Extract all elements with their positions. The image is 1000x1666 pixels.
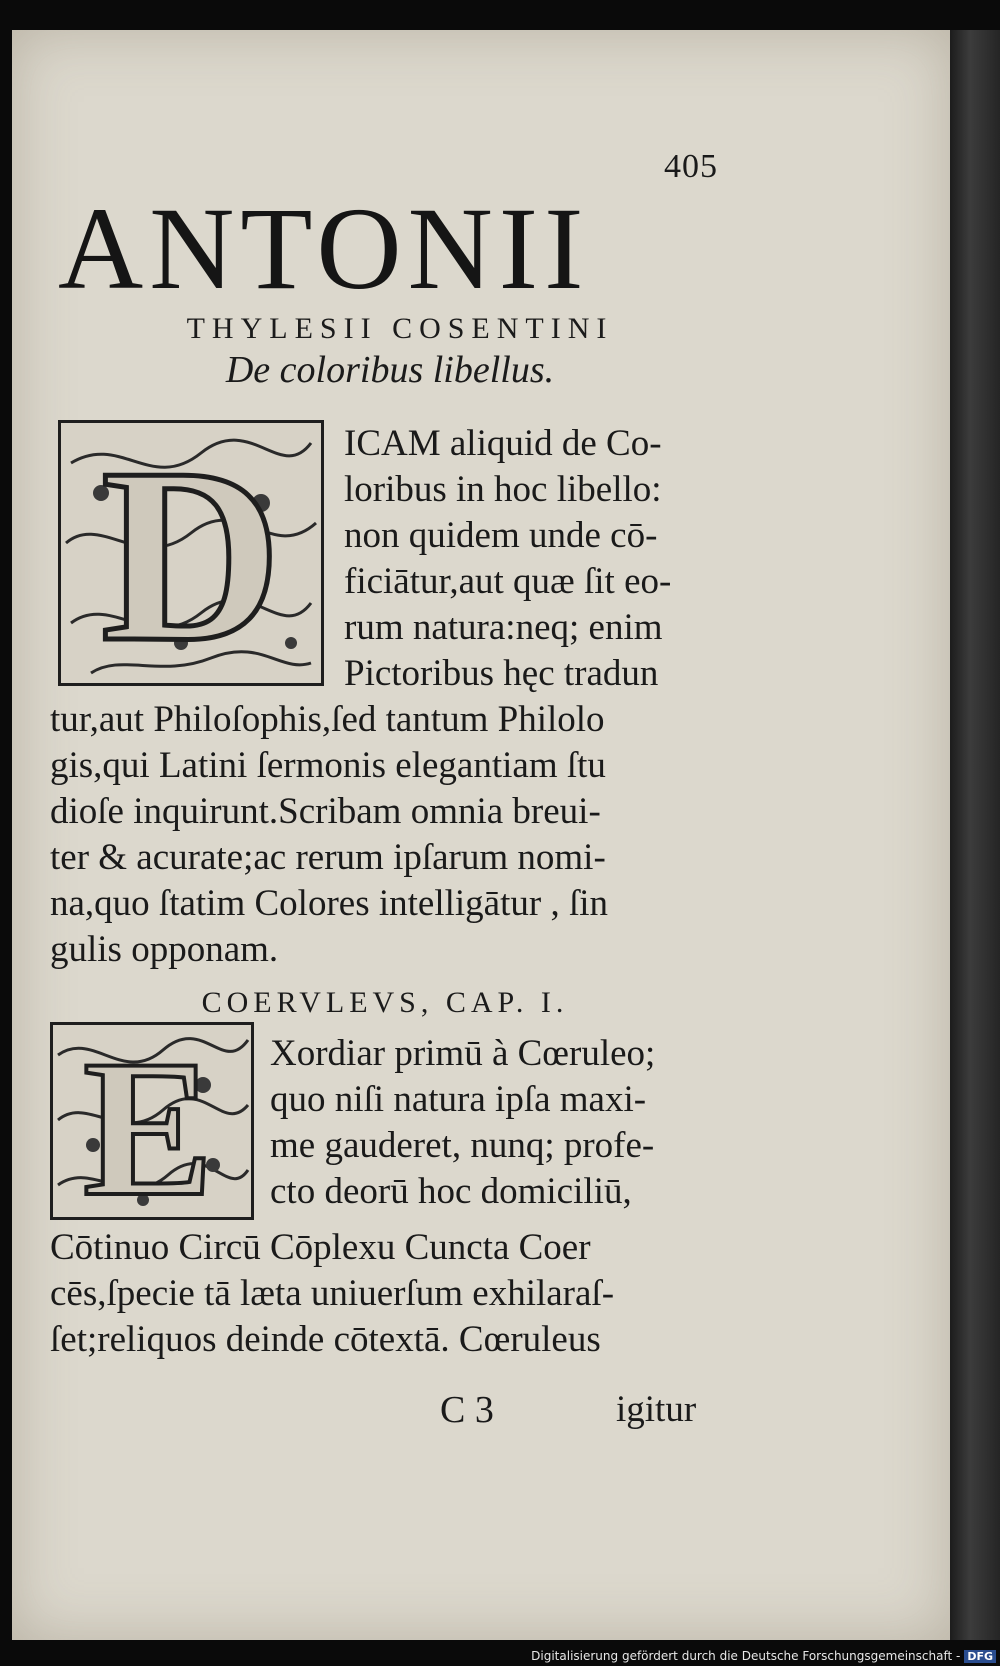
text-line: Xordiar primū à Cœruleo;	[270, 1033, 656, 1074]
credit-text: Digitalisierung gefördert durch die Deutsche Forschungsgemeinschaft -	[531, 1649, 961, 1663]
text-line: na,quo ſtatim Colores intelligātur , ſin	[50, 883, 608, 924]
text-line: gulis opponam.	[50, 929, 279, 970]
text-line: non quidem unde cō-	[344, 515, 658, 556]
text-line: ſet;reliquos deinde cōtextā. Cœruleus	[50, 1319, 601, 1360]
text-line: gis,qui Latini ſermonis elegantiam ſtu	[50, 745, 606, 786]
text-line: cēs,ſpecie tā læta uniuerſum exhilaraſ-	[50, 1273, 615, 1314]
text-line: quo niſi natura ipſa maxi-	[270, 1079, 647, 1120]
text-line: dioſe inquirunt.Scribam omnia breui-	[50, 791, 601, 832]
signature-mark: C 3	[440, 1389, 494, 1431]
initial-letter: E	[83, 1022, 214, 1220]
text-line: tur,aut Philoſophis,ſed tantum Philolo	[50, 699, 605, 740]
decorated-initial-e	[50, 1022, 254, 1220]
decorated-initial-d	[58, 420, 324, 686]
catchword: igitur	[616, 1389, 697, 1430]
author-subtitle: THYLESII COSENTINI	[186, 312, 614, 345]
text-line: loribus in hoc libello:	[344, 469, 662, 510]
book-binding-edge	[950, 30, 1000, 1640]
digitization-credit	[531, 1649, 996, 1663]
text-line: ICAM aliquid de Co-	[344, 423, 662, 464]
text-line: me gauderet, nunq; profe-	[270, 1125, 655, 1166]
page-title: ANTONII	[58, 183, 590, 314]
text-line: ter & acurate;ac rerum ipſarum nomi-	[50, 837, 606, 878]
dfg-logo-icon: DFG	[964, 1650, 996, 1663]
text-line: Cōtinuo Circū Cōplexu Cuncta Coer	[50, 1227, 591, 1268]
text-line: rum natura:neq; enim	[344, 607, 663, 648]
initial-letter: D	[101, 420, 282, 686]
text-line: cto deorū hoc domiciliū,	[270, 1171, 632, 1212]
chapter-heading: COERVLEVS, CAP. I.	[201, 986, 569, 1019]
text-line: ficiātur,aut quæ ſit eo-	[344, 561, 672, 602]
page-number: 405	[664, 148, 718, 185]
work-subtitle: De coloribus libellus.	[225, 349, 555, 391]
text-line: Pictoribus hęc tradun	[344, 653, 659, 694]
